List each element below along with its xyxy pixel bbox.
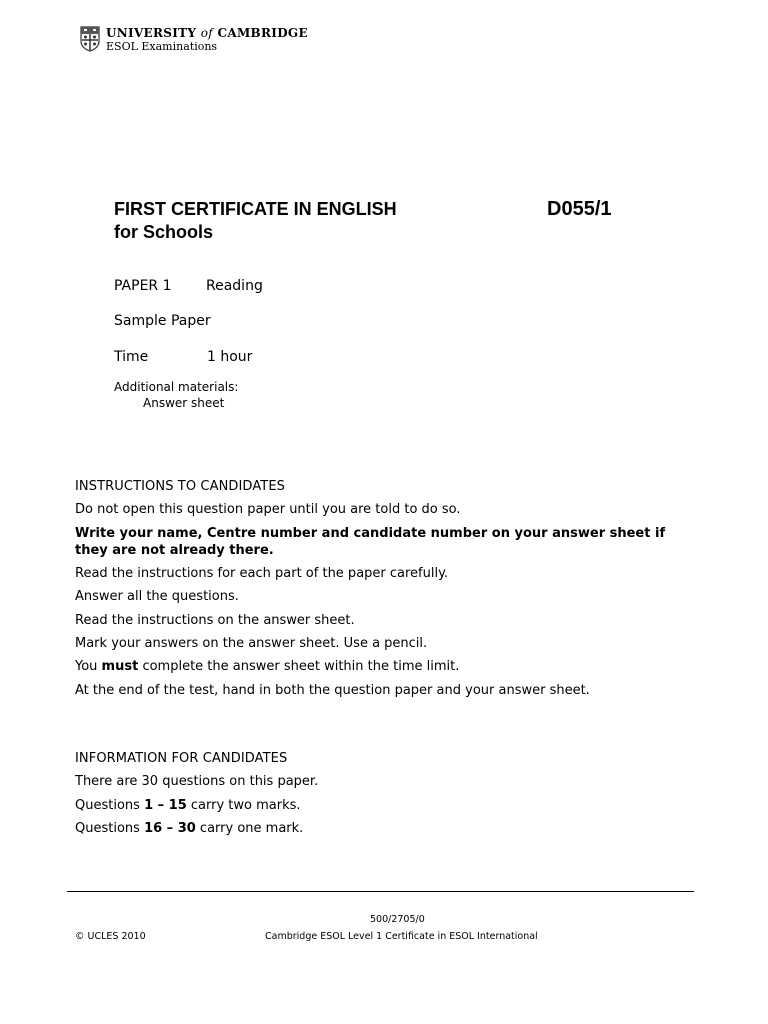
footer-copyright: © UCLES 2010 (75, 931, 146, 942)
footer-divider (67, 891, 694, 892)
exam-title-line1: FIRST CERTIFICATE IN ENGLISH (114, 199, 397, 219)
paper-value: Reading (206, 278, 263, 294)
university-name: UNIVERSITY of CAMBRIDGE (106, 26, 308, 40)
instruction-line: Answer all the questions. (75, 589, 239, 604)
footer-code: 500/2705/0 (370, 914, 425, 925)
esol-examinations: ESOL Examinations (106, 40, 218, 53)
exam-title (114, 198, 397, 244)
sample-paper: Sample Paper (114, 313, 211, 329)
instruction-line: You must complete the answer sheet within the time limit. (75, 659, 460, 674)
instruction-line: Mark your answers on the answer sheet. Use a pencil. (75, 636, 428, 651)
instruction-line: Read the instructions for each part of the paper carefully. (75, 566, 449, 581)
instruction-line: Read the instructions on the answer sheet. (75, 613, 355, 628)
time-label: Time (114, 349, 149, 365)
additional-materials-item: Answer sheet (143, 396, 225, 410)
instruction-bold: Write your name, Centre number and candidate number on your answer sheet if they are not already there. (75, 526, 666, 558)
information-line: Questions 16 – 30 carry one mark. (75, 821, 304, 836)
exam-code: D055/1 (547, 198, 612, 220)
information-line: There are 30 questions on this paper. (75, 774, 319, 789)
time-value: 1 hour (207, 349, 253, 365)
information-line: Questions 1 – 15 carry two marks. (75, 798, 301, 813)
instruction-line: Do not open this question paper until you are told to do so. (75, 502, 461, 517)
instruction-line: At the end of the test, hand in both the question paper and your answer sheet. (75, 683, 590, 698)
instructions-heading: INSTRUCTIONS TO CANDIDATES (75, 479, 286, 494)
exam-title-line2: for Schools (114, 222, 214, 242)
cambridge-logo (80, 26, 308, 53)
paper-label: PAPER 1 (114, 278, 172, 294)
additional-materials-label: Additional materials: (114, 380, 239, 394)
cambridge-crest-icon (80, 26, 100, 52)
footer-certificate: Cambridge ESOL Level 1 Certificate in ESOL International (265, 931, 538, 942)
information-heading: INFORMATION FOR CANDIDATES (75, 751, 288, 766)
